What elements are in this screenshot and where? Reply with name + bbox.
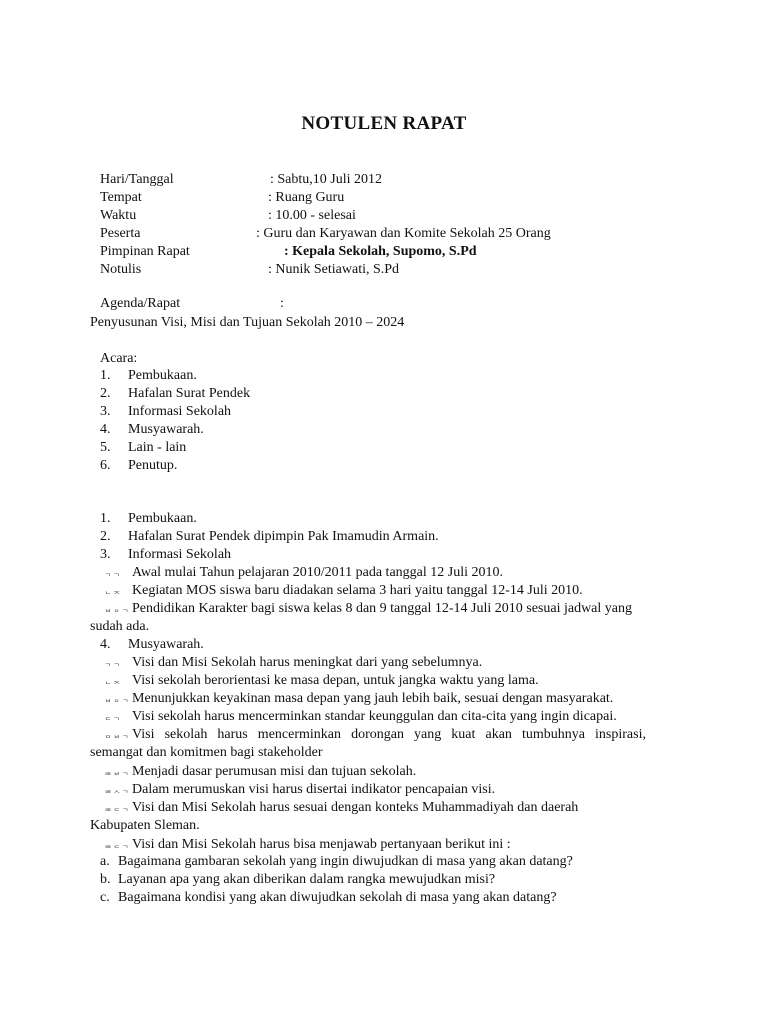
bullet-item [104, 564, 503, 582]
bullet-glyph-icon: ᆮᆨ [104, 712, 122, 721]
question-letter: c. [100, 890, 110, 905]
bullet-item [104, 582, 583, 600]
list-text: Lain - lain [128, 440, 187, 455]
bullet-glyph-icon: ᆸᆼᆨ [104, 694, 131, 703]
bullet-text: Dalam merumuskan visi harus disertai indikator pencapaian visi. [132, 782, 496, 797]
bullet-item [104, 600, 632, 618]
bullet-glyph-icon: ᆨᆨ [104, 658, 122, 667]
question-letter: a. [100, 854, 110, 869]
bullet-continuation: sudah ada. [90, 619, 150, 634]
info-value: : Sabtu,10 Juli 2012 [270, 172, 383, 187]
list-number: 3. [100, 404, 111, 419]
bullet-item [104, 708, 617, 726]
bullet-continuation: semangat dan komitmen bagi stakeholder [90, 745, 323, 760]
info-label: Hari/Tanggal [100, 172, 174, 187]
question-text: Bagaimana gambaran sekolah yang ingin diwujudkan di masa yang akan datang? [118, 854, 573, 869]
bullet-text: Kegiatan MOS siswa baru diadakan selama 3 hari yaitu tanggal 12-14 Juli 2010. [132, 583, 583, 598]
bullet-text: Visi dan Misi Sekolah harus meningkat dari yang sebelumnya. [132, 655, 483, 670]
info-row-notetaker [100, 261, 660, 279]
list-number: 4. [100, 422, 111, 437]
info-row-participants [100, 225, 660, 243]
bullet-text: Visi sekolah berorientasi ke masa depan, untuk jangka waktu yang lama. [132, 673, 539, 688]
list-text: Penutup. [128, 458, 178, 473]
info-row-time [100, 207, 660, 225]
info-value: : Nunik Setiawati, S.Pd [268, 262, 400, 277]
bullet-item [104, 654, 482, 672]
list-text: Musyawarah. [128, 637, 204, 652]
bullet-item [104, 672, 539, 690]
list-text: Pembukaan. [128, 511, 197, 526]
bullet-glyph-icon: ᆲᆮᆨ [104, 803, 131, 812]
bullet-text: Awal mulai Tahun pelajaran 2010/2011 pada tanggal 12 Juli 2010. [132, 565, 503, 580]
list-number: 2. [100, 386, 111, 401]
bullet-text: Visi sekolah harus mencerminkan standar keunggulan dan cita-cita yang ingin dicapai. [132, 709, 617, 724]
bullet-glyph-icon: ᆲᆮᆨ [104, 840, 131, 849]
bullet-glyph-icon: ᆨᆨ [104, 568, 122, 577]
question-item [100, 853, 573, 871]
acara-label: Acara: [100, 351, 138, 366]
bullet-glyph-icon: ᆲᆸᆨ [104, 767, 131, 776]
list-text: Hafalan Surat Pendek dipimpin Pak Imamudin Armain. [128, 529, 439, 544]
list-text: Musyawarah. [128, 422, 204, 437]
info-value: : 10.00 - selesai [268, 208, 356, 223]
question-item [100, 889, 557, 907]
agenda-label-row [100, 295, 400, 313]
info-label: Peserta [100, 226, 141, 241]
bullet-continuation: Kabupaten Sleman. [90, 818, 200, 833]
bullet-glyph-icon: ᆷᆸᆨ [104, 730, 131, 739]
info-label: Pimpinan Rapat [100, 244, 190, 259]
list-number: 5. [100, 440, 111, 455]
bullet-text: Visi dan Misi Sekolah harus sesuai dengan konteks Muhammadiyah dan daerah [132, 800, 579, 815]
info-label: Waktu [100, 208, 137, 223]
bullet-glyph-icon: ᆫᆽ [104, 586, 122, 595]
bullet-text: Visi sekolah harus mencerminkan dorongan yang kuat akan tumbuhnya inspirasi, [132, 727, 646, 742]
question-letter: b. [100, 872, 111, 887]
document-title: NOTULEN RAPAT [301, 113, 467, 134]
bullet-glyph-icon: ᆸᆼᆨ [104, 604, 131, 613]
meeting-info [100, 171, 660, 279]
bullet-item [104, 799, 578, 817]
agenda-text: Penyusunan Visi, Misi dan Tujuan Sekolah 2010 – 2024 [90, 315, 405, 330]
bullet-glyph-icon: ᆫᆽ [104, 676, 122, 685]
question-text: Layanan apa yang akan diberikan dalam rangka mewujudkan misi? [118, 872, 496, 887]
bullet-text: Menunjukkan keyakinan masa depan yang jauh lebih baik, sesuai dengan masyarakat. [132, 691, 614, 706]
info-label: Tempat [100, 190, 142, 205]
bullet-text: Pendidikan Karakter bagi siswa kelas 8 dan 9 tanggal 12-14 Juli 2010 sesuai jadwal yang [132, 601, 632, 616]
bullet-item [104, 781, 495, 799]
info-value: : Kepala Sekolah, Supomo, S.Pd [284, 244, 477, 259]
list-text: Hafalan Surat Pendek [128, 386, 251, 401]
list-text: Pembukaan. [128, 368, 197, 383]
info-value: : Guru dan Karyawan dan Komite Sekolah 25 Orang [256, 226, 551, 241]
info-row-chair [100, 243, 660, 261]
list-number: 4. [100, 637, 111, 652]
bullet-item [104, 726, 646, 744]
info-label: Notulis [100, 262, 142, 277]
list-number: 2. [100, 529, 111, 544]
list-text: Informasi Sekolah [128, 547, 232, 562]
bullet-item [104, 763, 416, 781]
bullet-text: Menjadi dasar perumusan misi dan tujuan sekolah. [132, 764, 417, 779]
bullet-glyph-icon: ᆲᆺᆨ [104, 785, 131, 794]
list-number: 6. [100, 458, 111, 473]
bullet-item [104, 836, 511, 854]
agenda-colon: : [280, 296, 284, 311]
agenda-label: Agenda/Rapat [100, 296, 181, 311]
bullet-text: Visi dan Misi Sekolah harus bisa menjawab pertanyaan berikut ini : [132, 837, 511, 852]
list-number: 3. [100, 547, 111, 562]
info-row-date [100, 171, 660, 189]
bullet-item [104, 690, 613, 708]
list-text: Informasi Sekolah [128, 404, 232, 419]
info-value: : Ruang Guru [268, 190, 345, 205]
list-number: 1. [100, 368, 111, 383]
list-number: 1. [100, 511, 111, 526]
info-row-place [100, 189, 660, 207]
question-item [100, 871, 495, 889]
question-text: Bagaimana kondisi yang akan diwujudkan sekolah di masa yang akan datang? [118, 890, 557, 905]
